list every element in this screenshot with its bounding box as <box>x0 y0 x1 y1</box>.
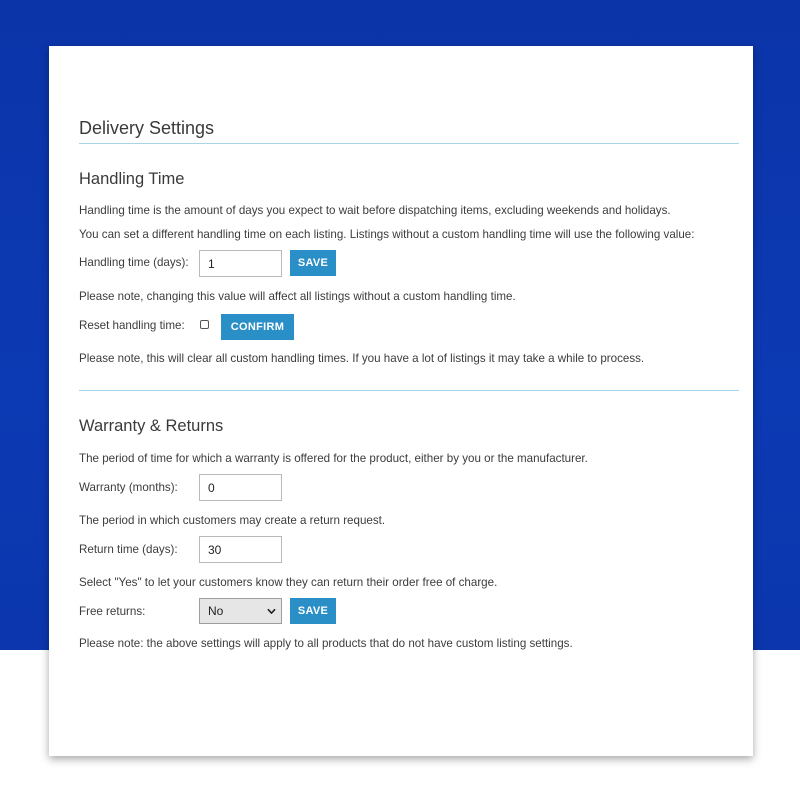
warranty-months-input[interactable] <box>199 474 282 501</box>
free-returns-select[interactable] <box>199 598 282 624</box>
return-time-input[interactable] <box>199 536 282 563</box>
warranty-label: Warranty (months): <box>79 481 178 494</box>
handling-description-2: You can set a different handling time on each listing. Listings without a custom handling time will use the following value: <box>79 228 695 241</box>
settings-card <box>49 46 753 756</box>
reset-handling-checkbox[interactable] <box>200 320 209 329</box>
free-returns-selected-value: No <box>208 604 224 618</box>
handling-save-button[interactable]: SAVE <box>290 250 336 276</box>
handling-note-2: Please note, this will clear all custom handling times. If you have a lot of listings it may take a while to process. <box>79 352 645 365</box>
free-returns-label: Free returns: <box>79 605 146 618</box>
handling-note-1: Please note, changing this value will affect all listings without a custom handling time. <box>79 290 516 303</box>
return-description: The period in which customers may create a return request. <box>79 514 386 527</box>
free-returns-description: Select "Yes" to let your customers know they can return their order free of charge. <box>79 576 498 589</box>
title-divider <box>79 143 739 144</box>
return-time-label: Return time (days): <box>79 543 178 556</box>
handling-time-label: Handling time (days): <box>79 256 189 269</box>
chevron-down-icon <box>267 607 276 616</box>
section-divider <box>79 390 739 391</box>
warranty-section-title: Warranty & Returns <box>79 417 224 435</box>
reset-handling-label: Reset handling time: <box>79 319 185 332</box>
handling-time-input[interactable] <box>199 250 282 277</box>
warranty-note: Please note: the above settings will apply to all products that do not have custom listing settings. <box>79 637 573 650</box>
handling-section-title: Handling Time <box>79 170 185 188</box>
warranty-description: The period of time for which a warranty is offered for the product, either by you or the manufacturer. <box>79 452 588 465</box>
warranty-save-button[interactable]: SAVE <box>290 598 336 624</box>
page-title: Delivery Settings <box>79 118 215 138</box>
confirm-reset-button[interactable]: CONFIRM <box>221 314 294 340</box>
handling-description-1: Handling time is the amount of days you expect to wait before dispatching items, excluding weekends and holidays. <box>79 204 671 217</box>
